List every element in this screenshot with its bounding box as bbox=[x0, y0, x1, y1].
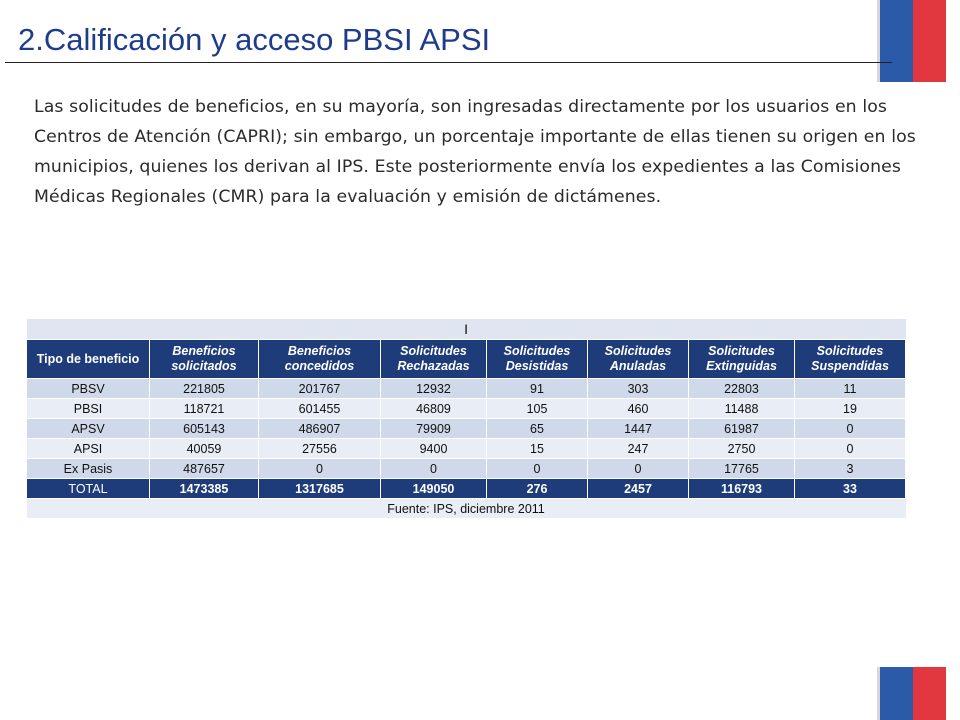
table-row bbox=[27, 439, 906, 459]
intro-paragraph: Las solicitudes de beneficios, en su mayoría, son ingresadas directamente por los usuarios en los Centros de Atención (CAPRI); sin embargo, un porcentaje importante de ellas tienen su origen en los municipios, quienes los derivan al IPS. Este posteriormente envía los expedientes a las Comisiones Médicas Regionales (CMR) para la evaluación y emisión de dictámenes. bbox=[34, 97, 916, 207]
table-cell: 460 bbox=[588, 399, 689, 419]
table-source-note: Fuente: IPS, diciembre 2011 bbox=[27, 499, 906, 519]
table-cell: 118721 bbox=[150, 399, 259, 419]
column-header: Solicitudes Anuladas bbox=[588, 340, 689, 379]
row-label: PBSV bbox=[27, 379, 150, 399]
table-cell: 61987 bbox=[689, 419, 795, 439]
table-cell: 0 bbox=[259, 459, 381, 479]
row-label: PBSI bbox=[27, 399, 150, 419]
table-row bbox=[27, 379, 906, 399]
table-cell: 12932 bbox=[381, 379, 487, 399]
total-cell: 149050 bbox=[381, 479, 487, 499]
column-header: Tipo de beneficio bbox=[27, 340, 150, 379]
table-cell: 0 bbox=[795, 419, 906, 439]
table-cell: 11488 bbox=[689, 399, 795, 419]
table-cell: 22803 bbox=[689, 379, 795, 399]
table-caption-marker: I bbox=[27, 319, 906, 340]
table-cell: 487657 bbox=[150, 459, 259, 479]
total-cell: 1317685 bbox=[259, 479, 381, 499]
table-cell: 601455 bbox=[259, 399, 381, 419]
table-cell: 303 bbox=[588, 379, 689, 399]
total-cell: 276 bbox=[487, 479, 588, 499]
table-cell: 3 bbox=[795, 459, 906, 479]
table-cell: 46809 bbox=[381, 399, 487, 419]
table-cell: 19 bbox=[795, 399, 906, 419]
flag-decoration-bottom bbox=[880, 667, 946, 720]
table-cell: 40059 bbox=[150, 439, 259, 459]
column-header: Solicitudes Desistidas bbox=[487, 340, 588, 379]
table-cell: 0 bbox=[381, 459, 487, 479]
total-row bbox=[27, 479, 906, 499]
flag-decoration-top bbox=[880, 0, 946, 82]
table-cell: 1447 bbox=[588, 419, 689, 439]
table-cell: 605143 bbox=[150, 419, 259, 439]
table-cell: 9400 bbox=[381, 439, 487, 459]
table-header-row bbox=[27, 340, 906, 379]
table-cell: 79909 bbox=[381, 419, 487, 439]
row-label: APSV bbox=[27, 419, 150, 439]
column-header: Beneficios solicitados bbox=[150, 340, 259, 379]
table-cell: 27556 bbox=[259, 439, 381, 459]
benefits-table bbox=[26, 319, 906, 518]
total-cell: 33 bbox=[795, 479, 906, 499]
total-cell: 116793 bbox=[689, 479, 795, 499]
table-cell: 11 bbox=[795, 379, 906, 399]
table-row bbox=[27, 459, 906, 479]
table-cell: 15 bbox=[487, 439, 588, 459]
total-label: TOTAL bbox=[27, 479, 150, 499]
table-cell: 91 bbox=[487, 379, 588, 399]
table-cell: 247 bbox=[588, 439, 689, 459]
title-divider bbox=[5, 62, 892, 63]
total-cell: 1473385 bbox=[150, 479, 259, 499]
table-cell: 486907 bbox=[259, 419, 381, 439]
column-header: Beneficios concedidos bbox=[259, 340, 381, 379]
table-cell: 201767 bbox=[259, 379, 381, 399]
table-cell: 65 bbox=[487, 419, 588, 439]
column-header: Solicitudes Extinguidas bbox=[689, 340, 795, 379]
table-cell: 0 bbox=[795, 439, 906, 459]
total-cell: 2457 bbox=[588, 479, 689, 499]
table-cell: 0 bbox=[588, 459, 689, 479]
benefits-table-container bbox=[26, 319, 905, 518]
page-title: 2.Calificación y acceso PBSI APSI bbox=[18, 22, 491, 57]
table-row bbox=[27, 419, 906, 439]
table-cell: 17765 bbox=[689, 459, 795, 479]
table-cell: 2750 bbox=[689, 439, 795, 459]
table-cell: 105 bbox=[487, 399, 588, 419]
column-header: Solicitudes Rechazadas bbox=[381, 340, 487, 379]
row-label: APSI bbox=[27, 439, 150, 459]
column-header: Solicitudes Suspendidas bbox=[795, 340, 906, 379]
table-cell: 0 bbox=[487, 459, 588, 479]
table-row bbox=[27, 399, 906, 419]
table-cell: 221805 bbox=[150, 379, 259, 399]
row-label: Ex Pasis bbox=[27, 459, 150, 479]
